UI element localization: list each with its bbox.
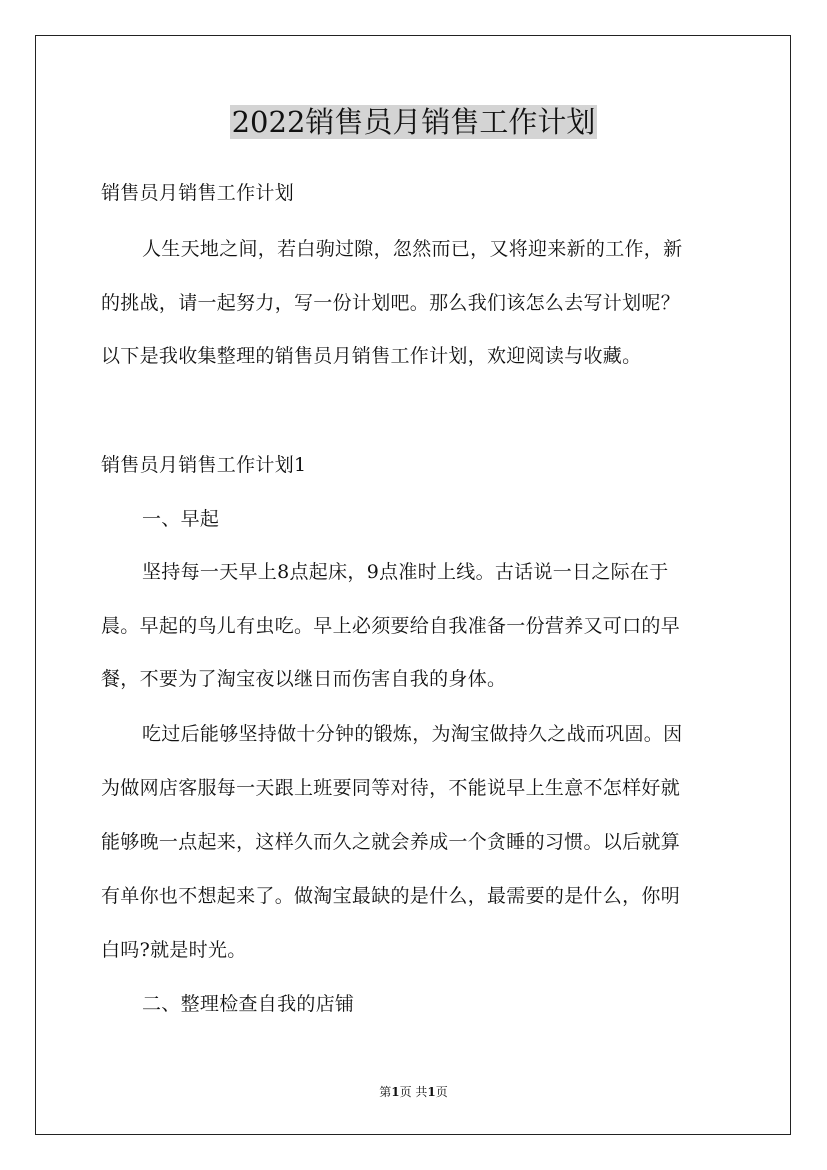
para2-line-1: 吃过后能够坚持做十分钟的锻炼，为淘宝做持久之战而巩固。因 [142, 723, 683, 745]
page-footer [0, 1083, 827, 1101]
footer-page-total: 1 [427, 1085, 436, 1099]
para2-line-5: 白吗?就是时光。 [101, 939, 247, 961]
document-title [0, 100, 827, 144]
footer-suffix: 页 [435, 1085, 448, 1099]
para1-line-2: 晨。早起的鸟儿有虫吃。早上必须要给自我准备一份营养又可口的早 [101, 615, 681, 637]
document-subtitle: 销售员月销售工作计划 [101, 182, 295, 204]
intro-line-1: 人生天地之间，若白驹过隙，忽然而已，又将迎来新的工作，新 [142, 238, 683, 260]
para2-line-4: 有单你也不想起来了。做淘宝最缺的是什么，最需要的是什么，你明 [101, 885, 681, 907]
intro-line-2: 的挑战，请一起努力，写一份计划吧。那么我们该怎么去写计划呢？ [101, 292, 681, 314]
para1-line-3: 餐，不要为了淘宝夜以继日而伤害自我的身体。 [101, 668, 507, 690]
item-heading-2: 二、整理检查自我的店铺 [142, 993, 355, 1015]
footer-page-current: 1 [391, 1085, 400, 1099]
para2-line-2: 为做网店客服每一天跟上班要同等对待，不能说早上生意不怎样好就 [101, 777, 681, 799]
item-heading-1: 一、早起 [142, 508, 220, 530]
para2-line-3: 能够晚一点起来，这样久而久之就会养成一个贪睡的习惯。以后就算 [101, 831, 681, 853]
footer-prefix: 第 [379, 1085, 392, 1099]
section-heading: 销售员月销售工作计划1 [101, 454, 307, 476]
footer-mid: 页 共 [399, 1085, 428, 1099]
intro-line-3: 以下是我收集整理的销售员月销售工作计划，欢迎阅读与收藏。 [101, 345, 642, 367]
para1-line-1: 坚持每一天早上8点起床，9点准时上线。古话说一日之际在于 [142, 561, 669, 583]
document-title-text: 2022销售员月销售工作计划 [231, 105, 596, 139]
